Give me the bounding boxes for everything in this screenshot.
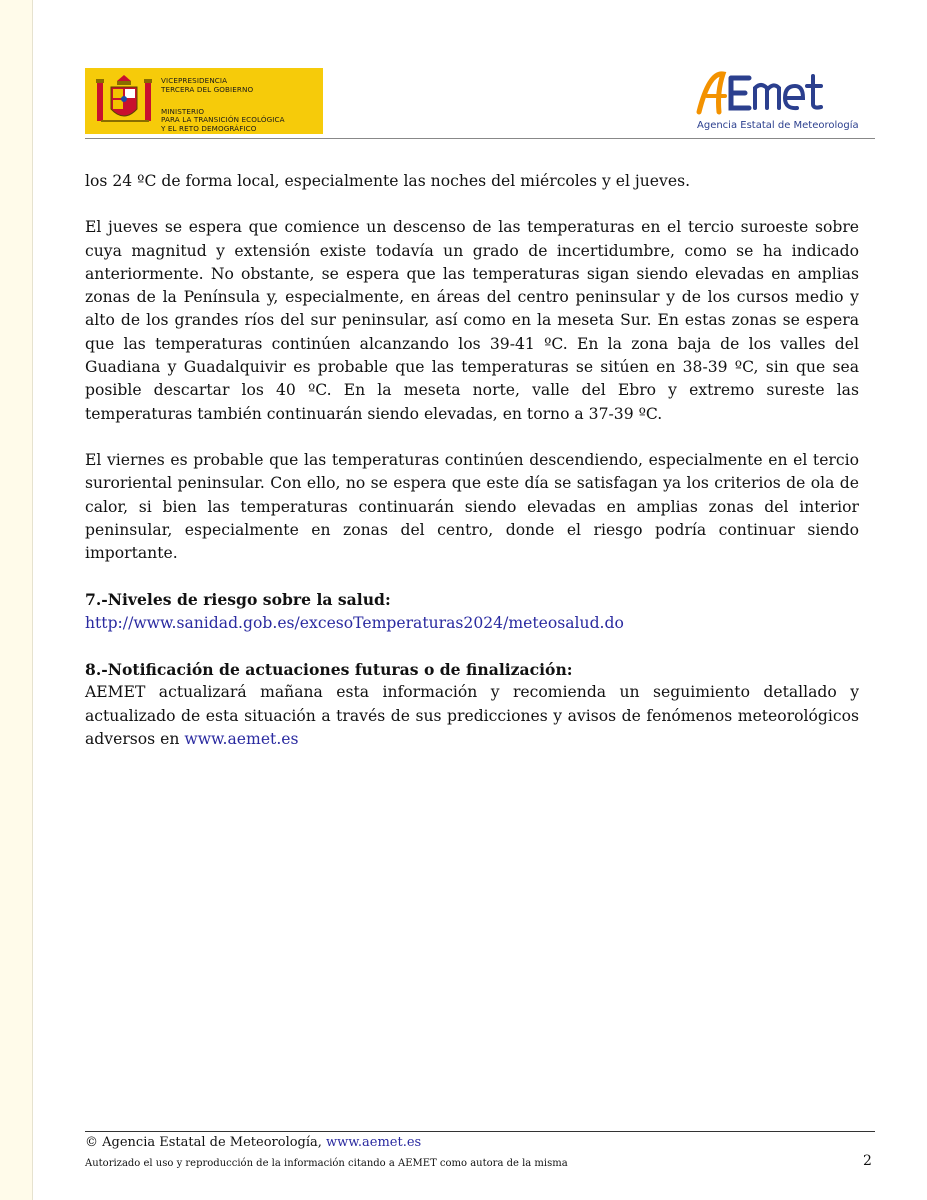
section-7-title: 7.-Niveles de riesgo sobre la salud: (85, 590, 391, 610)
aemet-subtitle: Agencia Estatal de Meteorología (697, 120, 859, 131)
paragraph-3: El viernes es probable que las temperaturas continúen descendiendo, especialmente en el tercio suroriental peninsular. Con ello, no se espera que este día se satisfagan ya los criterios de ola de calor, si bien las temperaturas continuarán siendo elevadas en amplias zonas del interior peninsular, especialmente en zonas del centro, donde el riesgo podría continuar siendo importante. (85, 450, 859, 563)
paragraph-2: El jueves se espera que comience un descenso de las temperaturas en el tercio suroeste sobre cuya magnitud y extensión existe todavía un grado de incertidumbre, como se ha indicado anteriormente. No obstante, se espera que las temperaturas sigan siendo elevadas en amplias zonas de la Península y, especialmente, en áreas del centro peninsular y de los cursos medio y alto de los grandes ríos del sur peninsular, así como en la meseta Sur. En estas zonas se espera que las temperaturas continúen alcanzando los 39-41 ºC. En la zona baja de los valles del Guadiana y Guadalquivir es probable que las temperaturas se sitúen en 38-39 ºC, sin que sea posible descartar los 40 ºC. En la meseta norte, valle del Ebro y extremo sureste las temperaturas también continuarán siendo elevadas, en torno a 37-39 ºC. (85, 218, 859, 423)
footer-copyright (85, 1135, 421, 1150)
copyright-icon: © (85, 1135, 98, 1150)
section-8-text: AEMET actualizará mañana esta información y recomienda un seguimiento detallado y actualizado de esta situación a través de sus predicciones y avisos de fenómenos meteorológicos adversos en (85, 683, 859, 748)
footer-divider (85, 1131, 875, 1132)
section-8-title: 8.-Notificación de actuaciones futuras o de finalización: (85, 660, 573, 680)
page-number: 2 (863, 1153, 872, 1169)
header-divider (85, 138, 875, 139)
copyright-text: Agencia Estatal de Meteorología, (98, 1135, 327, 1150)
footer-authorization-note: Autorizado el uso y reproducción de la información citando a AEMET como autora de la misma (85, 1158, 568, 1169)
coat-of-arms-icon (93, 73, 155, 129)
gov-ministerio: MINISTERIO PARA LA TRANSICIÓN ECOLÓGICA Y EL RETO DEMOGRÁFICO (161, 106, 285, 133)
meteosalud-link[interactable]: http://www.sanidad.gob.es/excesoTemperaturas2024/meteosalud.do (85, 613, 624, 632)
left-margin-strip (0, 0, 33, 1200)
footer-aemet-link[interactable]: www.aemet.es (326, 1135, 422, 1150)
aemet-website-link[interactable]: www.aemet.es (184, 729, 299, 748)
document-body (85, 170, 859, 774)
document-page (33, 0, 927, 1200)
section-7 (85, 588, 859, 635)
gov-vicepresidencia: VICEPRESIDENCIA TERCERA DEL GOBIERNO (161, 76, 254, 94)
government-logo (85, 68, 323, 134)
paragraph-1: los 24 ºC de forma local, especialmente las noches del miércoles y el jueves. (85, 172, 691, 190)
aemet-logo (683, 68, 859, 136)
government-logo-text (161, 68, 285, 133)
section-8 (85, 658, 859, 751)
aemet-wordmark-icon (695, 68, 835, 116)
